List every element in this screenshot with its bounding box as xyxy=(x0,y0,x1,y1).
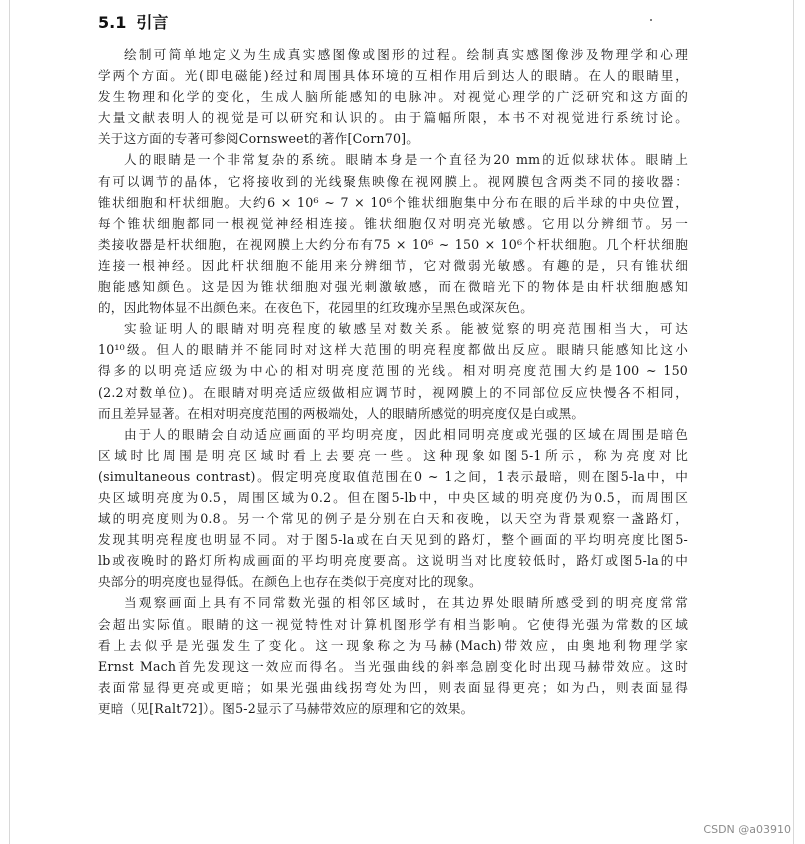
text-line: 更暗（见[Ralt72]）。图5-2显示了马赫带效应的原理和它的效果。 xyxy=(98,700,474,716)
paragraph xyxy=(98,318,688,423)
text-line: 每个锥状细胞都同一根视觉神经相连接。锥状细胞仅对明亮光敏感。它用以分辨细节。另一 xyxy=(98,215,688,231)
text-line: 区域时比周围是明亮区域时看上去要亮一些。这种现象如图5-1所示，称为亮度对比 xyxy=(98,447,688,463)
page-left-border xyxy=(9,0,10,844)
paragraph xyxy=(98,424,688,593)
text-line: 胞能感知颜色。这是因为锥状细胞对强光刺激敏感，而在微暗光下的物体是由杆状细胞感知 xyxy=(98,279,688,295)
section-heading xyxy=(98,10,168,33)
text-line: 绘制可简单地定义为生成真实感图像或图形的过程。绘制真实感图像涉及物理学和心理 xyxy=(124,47,688,62)
text-line: 而且差异显著。在相对明亮度范围的两极端处，人的眼睛所感觉的明亮度仅是白或黑。 xyxy=(98,405,585,421)
text-line: 类接收器是杆状细胞，在视网膜上大约分布有75 × 10⁶ ~ 150 × 10⁶个杆状细胞。几个杆状细胞 xyxy=(98,236,688,252)
text-line: 表面常显得更亮或更暗；如果光强曲线拐弯处为凹，则表面显得更亮；如为凸，则表面显得 xyxy=(98,679,688,695)
text-line: 会超出实际值。眼睛的这一视觉特性对计算机图形学有相当影响。它使得光强为常数的区域 xyxy=(98,616,688,632)
text-line: 得多的以明亮适应级为中心的相对明亮度范围的光线。相对明亮度范围大约是100 ~ 150 xyxy=(98,363,688,379)
body-text xyxy=(98,44,688,719)
text-line: 大量文献表明人的视觉是可以研究和认识的。由于篇幅所限，本书不对视觉进行系统讨论。 xyxy=(98,110,688,126)
section-number: 5.1 xyxy=(98,13,127,32)
text-line: 发现其明亮程度也明显不同。对于图5-la或在白天见到的路灯，整个画面的平均明亮度比图5- xyxy=(98,532,688,548)
text-line: 由于人的眼睛会自动适应画面的平均明亮度，因此相同明亮度或光强的区域在周围是暗色 xyxy=(124,426,688,442)
paragraph xyxy=(98,149,688,318)
paragraph xyxy=(98,592,688,719)
text-line: (2.2对数单位)。在眼睛对明亮适应级做相应调节时，视网膜上的不同部位反应快慢各不相同， xyxy=(98,384,688,400)
section-title: 引言 xyxy=(136,13,169,32)
text-line: 10¹⁰级。但人的眼睛并不能同时对这样大范围的明亮程度都做出反应。眼睛只能感知比这小 xyxy=(98,342,688,358)
text-line: 看上去似乎是光强发生了变化。这一现象称之为马赫(Mach)带效应，由奥地利物理学家 xyxy=(98,637,688,653)
text-line: 域的明亮度则为0.8。另一个常见的例子是分别在白天和夜晚，以天空为背景观察一盏路灯， xyxy=(98,511,688,527)
text-line: 央部分的明亮度也显得低。在颜色上也存在类似于亮度对比的现象。 xyxy=(98,574,482,590)
paragraph xyxy=(98,44,688,149)
text-line: 人的眼睛是一个非常复杂的系统。眼睛本身是一个直径为20 mm的近似球状体。眼睛上 xyxy=(124,152,688,168)
text-line: lb或夜晚时的路灯所构成画面的平均明亮度要高。这说明当对比度较低时，路灯或图5-la的中 xyxy=(98,553,688,569)
page-right-border xyxy=(793,0,794,844)
text-line: 发生物理和化学的变化，生成人脑所能感知的电脉冲。对视觉心理学的广泛研究和这方面的 xyxy=(98,89,688,105)
text-line: 锥状细胞和杆状细胞。大约6 × 10⁶ ~ 7 × 10⁶个锥状细胞集中分布在眼的后半球的中央位置， xyxy=(98,194,688,210)
text-line: 关于这方面的专著可参阅Cornsweet的著作[Corn70]。 xyxy=(98,131,420,147)
scan-speck xyxy=(650,19,652,21)
text-line: 实验证明人的眼睛对明亮程度的敏感呈对数关系。能被觉察的明亮范围相当大，可达 xyxy=(124,321,688,337)
text-line: 央区域明亮度为0.5，周围区域为0.2。但在图5-lb中，中央区域的明亮度仍为0.5，而周围区 xyxy=(98,489,688,505)
text-line: 连接一根神经。因此杆状细胞不能用来分辨细节，它对微弱光敏感。有趣的是，只有锥状细 xyxy=(98,257,688,273)
text-line: 当观察画面上具有不同常数光强的相邻区域时，在其边界处眼睛所感受到的明亮度常常 xyxy=(124,595,688,611)
text-line: 学两个方面。光(即电磁能)经过和周围具体环境的互相作用后到达人的眼睛。在人的眼睛里， xyxy=(98,68,688,84)
text-line: (simultaneous contrast)。假定明亮度取值范围在0 ~ 1之间，1表示最暗，则在图5-la中，中 xyxy=(98,468,688,484)
text-line: 的，因此物体显不出颜色来。在夜色下，花园里的红玫瑰亦呈黑色或深灰色。 xyxy=(98,300,533,316)
text-line: Ernst Mach首先发现这一效应而得名。当光强曲线的斜率急剧变化时出现马赫带效应。这时 xyxy=(98,658,688,674)
watermark: CSDN @a03910 xyxy=(703,823,791,836)
text-line: 有可以调节的晶体，它将接收到的光线聚焦映像在视网膜上。视网膜包含两类不同的接收器： xyxy=(98,173,688,189)
